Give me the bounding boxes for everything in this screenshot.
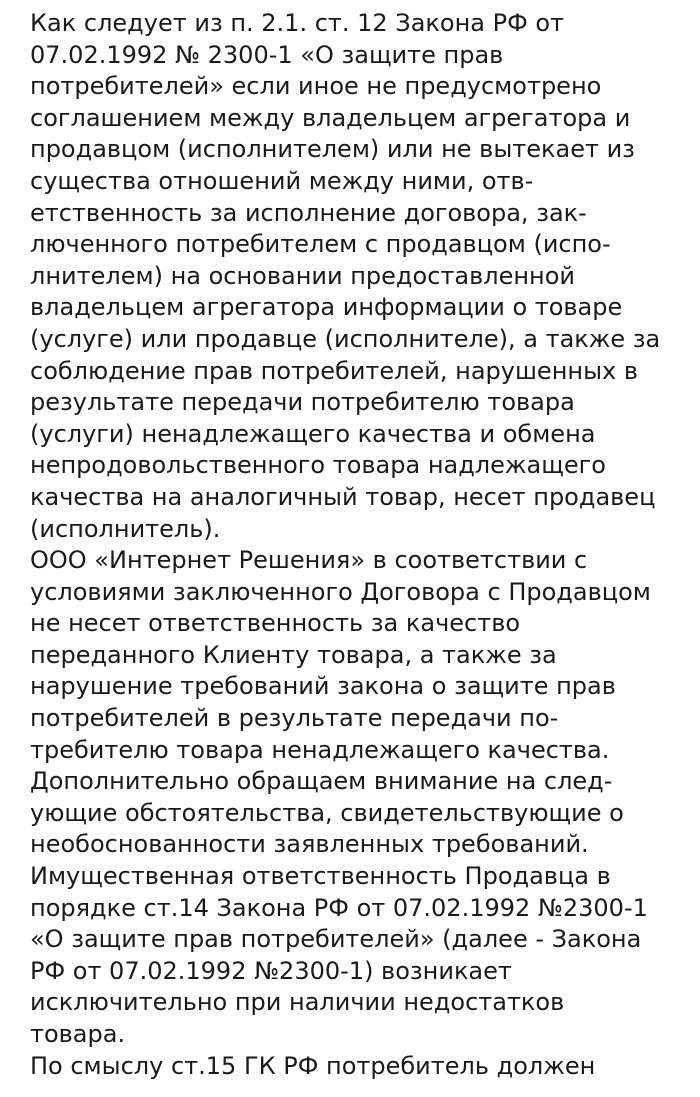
text-line: продавцом (исполнителем) или не вытекает из xyxy=(30,135,635,164)
text-line: необоснованности заявленных требований. xyxy=(30,830,589,859)
text-line: не несет ответственность за качество xyxy=(30,609,521,638)
text-line: ООО «Интернет Решения» в соответствии с xyxy=(30,546,588,575)
text-line: владельцем агрегатора информации о товаре xyxy=(30,293,623,322)
text-line: требителю товара ненадлежащего качества. xyxy=(30,735,610,764)
text-line: етственность за исполнение договора, зак- xyxy=(30,198,587,227)
paragraph-additional-note xyxy=(30,766,690,861)
text-line: ующие обстоятельства, свидетельствующие о xyxy=(30,798,624,827)
text-line: (услуги) ненадлежащего качества и обмена xyxy=(30,419,596,448)
text-line: РФ от 07.02.1992 №2300-1) возникает xyxy=(30,956,512,985)
text-line: потребителей» если иное не предусмотрено xyxy=(30,72,602,101)
text-line: соглашением между владельцем агрегатора и xyxy=(30,103,631,132)
text-line: Как следует из п. 2.1. ст. 12 Закона РФ от xyxy=(30,9,565,37)
text-line: лнителем) на основании предоставленной xyxy=(30,261,575,290)
text-line: потребителей в результате передачи по- xyxy=(30,704,559,733)
text-line: порядке ст.14 Закона РФ от 07.02.1992 №2300-1 xyxy=(30,893,648,922)
text-line: существа отношений между ними, отв- xyxy=(30,166,534,195)
text-line: люченного потребителем с продавцом (испо- xyxy=(30,230,611,259)
text-line: Имущественная ответственность Продавца в xyxy=(30,862,611,891)
text-line: (исполнитель). xyxy=(30,514,221,543)
text-line: переданного Клиенту товара, а также за xyxy=(30,640,557,669)
text-line: условиями заключенного Договора с Продавцом xyxy=(30,577,651,606)
document-body xyxy=(30,8,690,1082)
text-line: По смыслу ст.15 ГК РФ потребитель должен xyxy=(30,1051,596,1080)
text-line: нарушение требований закона о защите прав xyxy=(30,672,616,701)
text-line: соблюдение прав потребителей, нарушенных в xyxy=(30,356,639,385)
paragraph-article-15 xyxy=(30,1051,690,1083)
text-line: «О защите прав потребителей» (далее - Закона xyxy=(30,925,642,954)
paragraph-seller-liability xyxy=(30,861,690,1051)
text-line: результате передачи потребителю товара xyxy=(30,388,575,417)
text-line: товара. xyxy=(30,1020,126,1048)
text-line: 07.02.1992 № 2300-1 «О защите прав xyxy=(30,40,504,69)
text-line: непродовольственного товара надлежащего xyxy=(30,451,606,480)
text-line: (услуге) или продавце (исполнителе), а также за xyxy=(30,324,661,353)
text-line: Дополнительно обращаем внимание на след- xyxy=(30,767,613,796)
paragraph-company-liability xyxy=(30,545,690,766)
text-line: качества на аналогичный товар, несет продавец xyxy=(30,482,656,511)
text-line: исключительно при наличии недостатков xyxy=(30,988,565,1017)
paragraph-article-12 xyxy=(30,8,690,545)
